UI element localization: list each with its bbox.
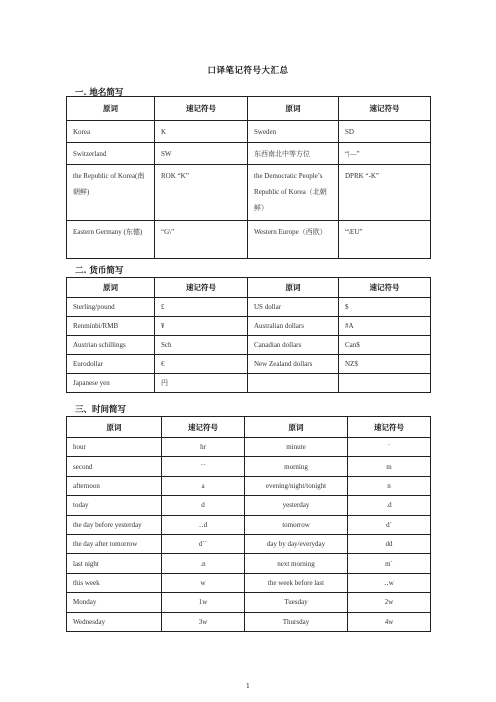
table-cell (339, 374, 431, 393)
header-cell: 速记符号 (339, 278, 431, 298)
table-row (67, 221, 431, 259)
table-row (67, 143, 431, 165)
table-row (67, 165, 431, 221)
table-cell: SW (155, 143, 248, 165)
table-header-row (67, 97, 431, 121)
table-cell: Tuesday (245, 593, 348, 612)
table-cell: hour (67, 438, 162, 457)
table-row (67, 355, 431, 374)
table-cell: K (155, 121, 248, 143)
table-cell: d` (348, 515, 431, 534)
table-row (67, 554, 431, 573)
table-cell: the Democratic People’s Republic of Korea（北朝鲜） (248, 165, 339, 221)
section-heading-currency: 二. 货币简写 (75, 266, 124, 276)
section-heading-place-names: 一. 地名简写 (75, 88, 124, 98)
table-cell: .n (162, 554, 245, 573)
table-cell: Western Europe（西欧） (248, 221, 339, 259)
table-cell: morning (245, 457, 348, 476)
header-cell: 原词 (67, 278, 155, 298)
table-row (67, 336, 431, 355)
table-row (67, 515, 431, 534)
place-names-table (66, 96, 431, 259)
table-cell: 东西南北中等方位 (248, 143, 339, 165)
header-cell: 原词 (245, 417, 348, 438)
table-row (67, 612, 431, 631)
header-cell: 速记符号 (155, 97, 248, 121)
table-cell: the day before yesterday (67, 515, 162, 534)
table-row (67, 573, 431, 592)
table-cell: afternoon (67, 476, 162, 495)
page-number: 1 (245, 682, 251, 690)
table-cell: minute (245, 438, 348, 457)
table-cell: the day after tomorrow (67, 534, 162, 553)
table-cell: Switzerland (67, 143, 155, 165)
table-row (67, 593, 431, 612)
table-cell: Can$ (339, 336, 431, 355)
table-cell: d (162, 496, 245, 515)
table-cell: next morning (245, 554, 348, 573)
table-cell: `` (162, 457, 245, 476)
table-cell: last night (67, 554, 162, 573)
table-header-row (67, 278, 431, 298)
table-cell: 4w (348, 612, 431, 631)
table-row (67, 298, 431, 317)
table-cell: ‥w (348, 573, 431, 592)
table-cell: the Republic of Korea(南朝鲜) (67, 165, 155, 221)
table-cell: NZ$ (339, 355, 431, 374)
table-cell: Monday (67, 593, 162, 612)
table-cell: tomorrow (245, 515, 348, 534)
table-cell: Canadian dollars (248, 336, 339, 355)
table-cell: Sterling/pound (67, 298, 155, 317)
table-cell: a (162, 476, 245, 495)
table-cell: US dollar (248, 298, 339, 317)
table-cell (248, 374, 339, 393)
table-cell: Sweden (248, 121, 339, 143)
header-cell: 原词 (248, 97, 339, 121)
table-cell: Eurodollar (67, 355, 155, 374)
table-row (67, 457, 431, 476)
table-cell: SD (339, 121, 431, 143)
table-cell: 円 (155, 374, 248, 393)
table-cell: “\EU” (339, 221, 431, 259)
table-cell: ¥ (155, 317, 248, 336)
table-cell: second (67, 457, 162, 476)
table-cell: dd (348, 534, 431, 553)
header-cell: 速记符号 (155, 278, 248, 298)
table-cell: #A (339, 317, 431, 336)
table-cell: Korea (67, 121, 155, 143)
table-cell: m` (348, 554, 431, 573)
table-cell: Austrian schillings (67, 336, 155, 355)
table-cell: Australian dollars (248, 317, 339, 336)
header-cell: 速记符号 (162, 417, 245, 438)
table-cell: Wednesday (67, 612, 162, 631)
table-row (67, 317, 431, 336)
table-cell: € (155, 355, 248, 374)
table-cell: 2w (348, 593, 431, 612)
header-cell: 原词 (248, 278, 339, 298)
table-cell: yesterday (245, 496, 348, 515)
header-cell: 速记符号 (348, 417, 431, 438)
table-cell: Japanese yen (67, 374, 155, 393)
table-cell: $ (339, 298, 431, 317)
table-header-row (67, 417, 431, 438)
table-cell: this week (67, 573, 162, 592)
table-cell: day by day/everyday (245, 534, 348, 553)
currency-table (66, 277, 431, 393)
table-cell: Renminbi/RMB (67, 317, 155, 336)
table-cell: hr (162, 438, 245, 457)
table-cell: ‥d (162, 515, 245, 534)
table-cell: ROK “K” (155, 165, 248, 221)
table-row (67, 496, 431, 515)
table-cell: Sch (155, 336, 248, 355)
document-title: 口译笔记符号大汇总 (207, 66, 289, 76)
table-cell: n (348, 476, 431, 495)
table-cell: “|—” (339, 143, 431, 165)
table-row (67, 374, 431, 393)
table-row (67, 438, 431, 457)
table-cell: 3w (162, 612, 245, 631)
table-cell: 1w (162, 593, 245, 612)
table-row (67, 476, 431, 495)
table-cell: “G\” (155, 221, 248, 259)
table-cell: New Zealand dollars (248, 355, 339, 374)
table-cell: .d (348, 496, 431, 515)
table-row (67, 534, 431, 553)
time-table (66, 416, 431, 632)
table-row (67, 121, 431, 143)
header-cell: 速记符号 (339, 97, 431, 121)
table-cell: Eastern Germany (东德) (67, 221, 155, 259)
table-cell: Thursday (245, 612, 348, 631)
table-cell: £ (155, 298, 248, 317)
table-cell: m (348, 457, 431, 476)
table-cell: ` (348, 438, 431, 457)
table-cell: d`` (162, 534, 245, 553)
section-heading-time: 三、时间简写 (75, 405, 127, 415)
header-cell: 原词 (67, 97, 155, 121)
table-cell: today (67, 496, 162, 515)
table-cell: w (162, 573, 245, 592)
table-cell: evening/night/tonight (245, 476, 348, 495)
table-cell: DPRK “-K” (339, 165, 431, 221)
header-cell: 原词 (67, 417, 162, 438)
table-cell: the week before last (245, 573, 348, 592)
